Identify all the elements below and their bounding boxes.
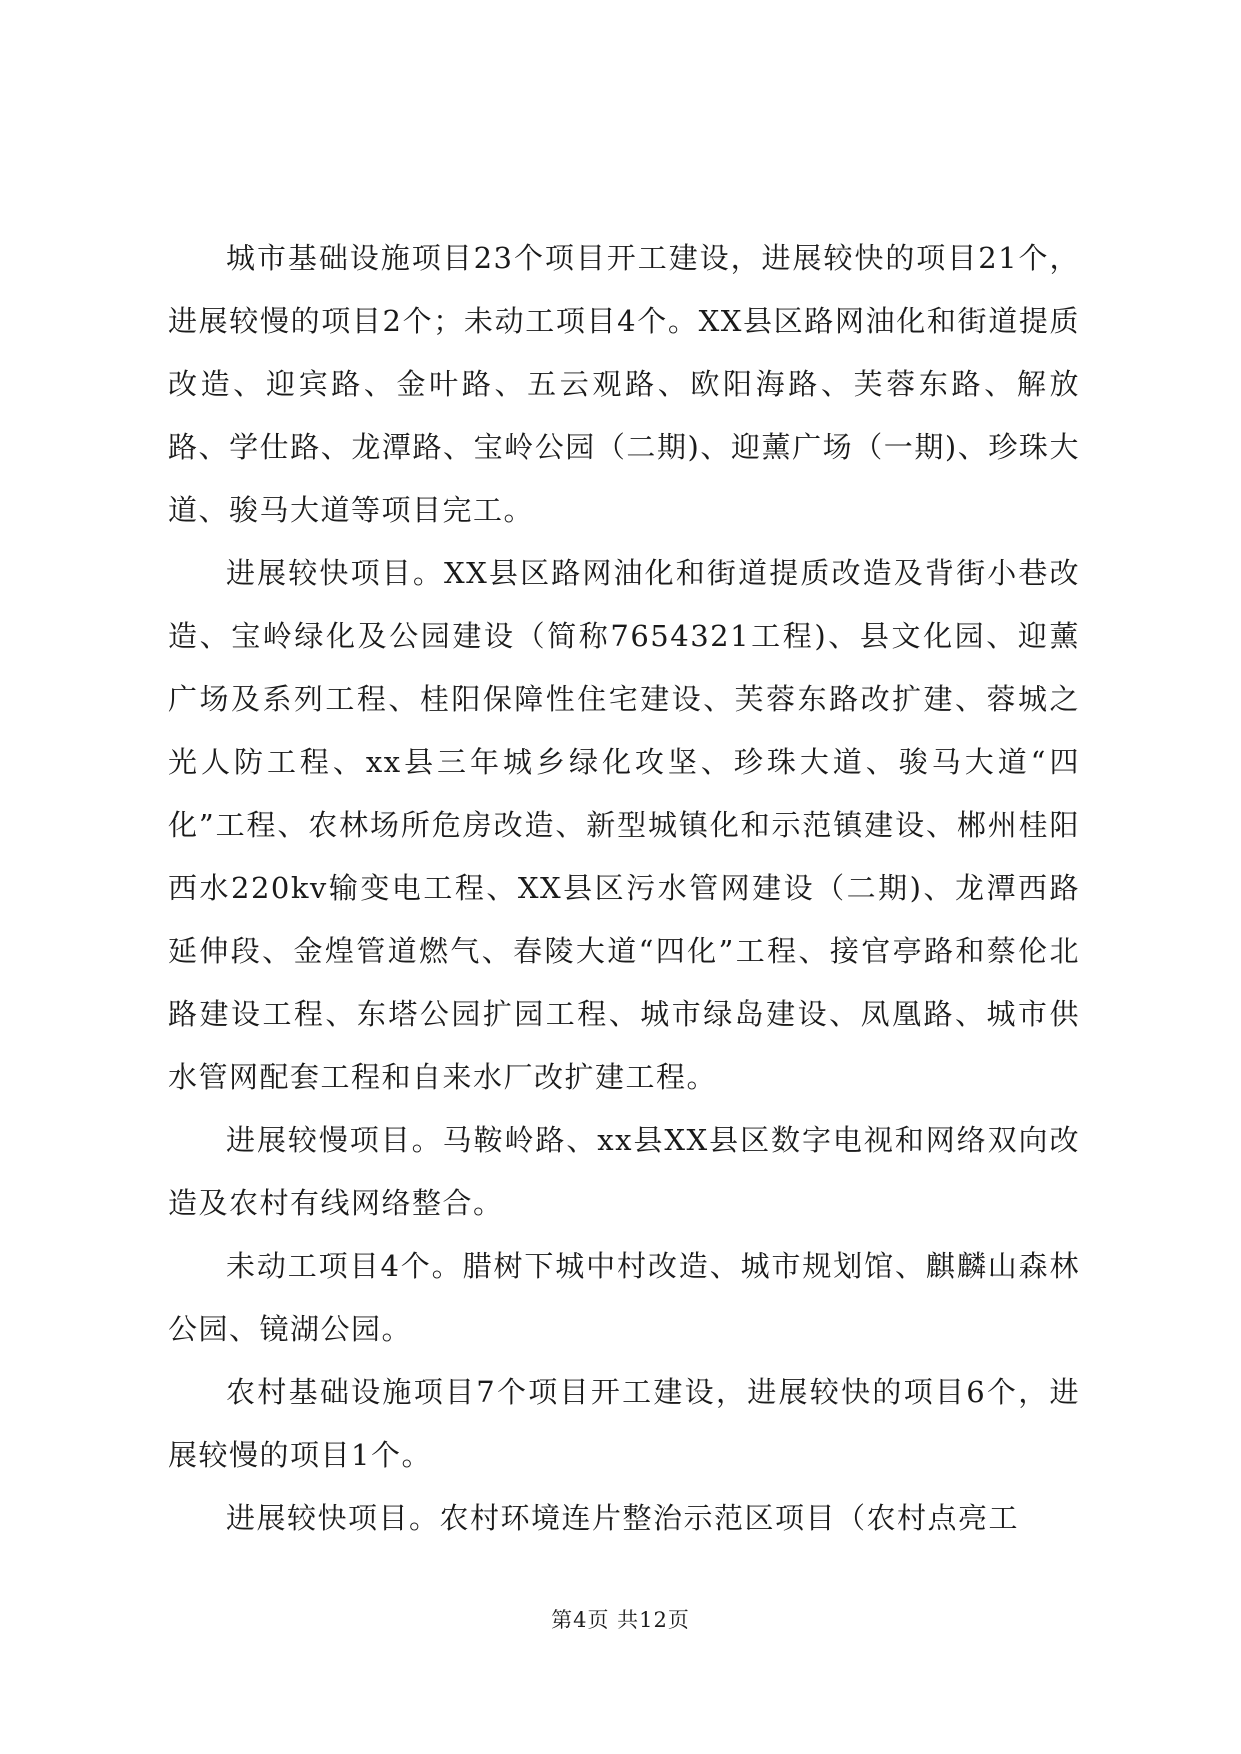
paragraph-not-started-projects: 未动工项目4个。腊树下城中村改造、城市规划馆、麒麟山森林公园、镜湖公园。 <box>168 1249 1080 1346</box>
paragraph-fast-progress-projects: 进展较快项目。XX县区路网油化和街道提质改造及背街小巷改造、宝岭绿化及公园建设（简称7654321工程)、县文化园、迎薰广场及系列工程、桂阳保障性住宅建设、芙蓉东路改扩建、蓉城之光人防工程、xx县三年城乡绿化攻坚、珍珠大道、骏马大道“四化”工程、农林场所危房改造、新型城镇化和示范镇建设、郴州桂阳西水220kv输变电工程、XX县区污水管网建设（二期)、龙潭西路延伸段、金煌管道燃气、春陵大道“四化”工程、接官亭路和蔡伦北路建设工程、东塔公园扩园工程、城市绿岛建设、凤凰路、城市供水管网配套工程和自来水厂改扩建工程。 <box>168 556 1080 1094</box>
paragraph-slow-progress-projects: 进展较慢项目。马鞍岭路、xx县XX县区数字电视和网络双向改造及农村有线网络整合。 <box>168 1123 1080 1220</box>
page-number-label: 第4页 共12页 <box>551 1608 690 1632</box>
paragraph-urban-infrastructure: 城市基础设施项目23个项目开工建设，进展较快的项目21个，进展较慢的项目2个；未动工项目4个。XX县区路网油化和街道提质改造、迎宾路、金叶路、五云观路、欧阳海路、芙蓉东路、解放路、学仕路、龙潭路、宝岭公园（二期)、迎薰广场（一期)、珍珠大道、骏马大道等项目完工。 <box>168 241 1080 527</box>
paragraph-rural-fast-progress: 进展较快项目。农村环境连片整治示范区项目（农村点亮工 <box>226 1501 1020 1535</box>
paragraph-rural-infrastructure: 农村基础设施项目7个项目开工建设，进展较快的项目6个，进展较慢的项目1个。 <box>168 1375 1080 1472</box>
document-body <box>168 227 1080 1550</box>
page-footer <box>0 1604 1241 1634</box>
